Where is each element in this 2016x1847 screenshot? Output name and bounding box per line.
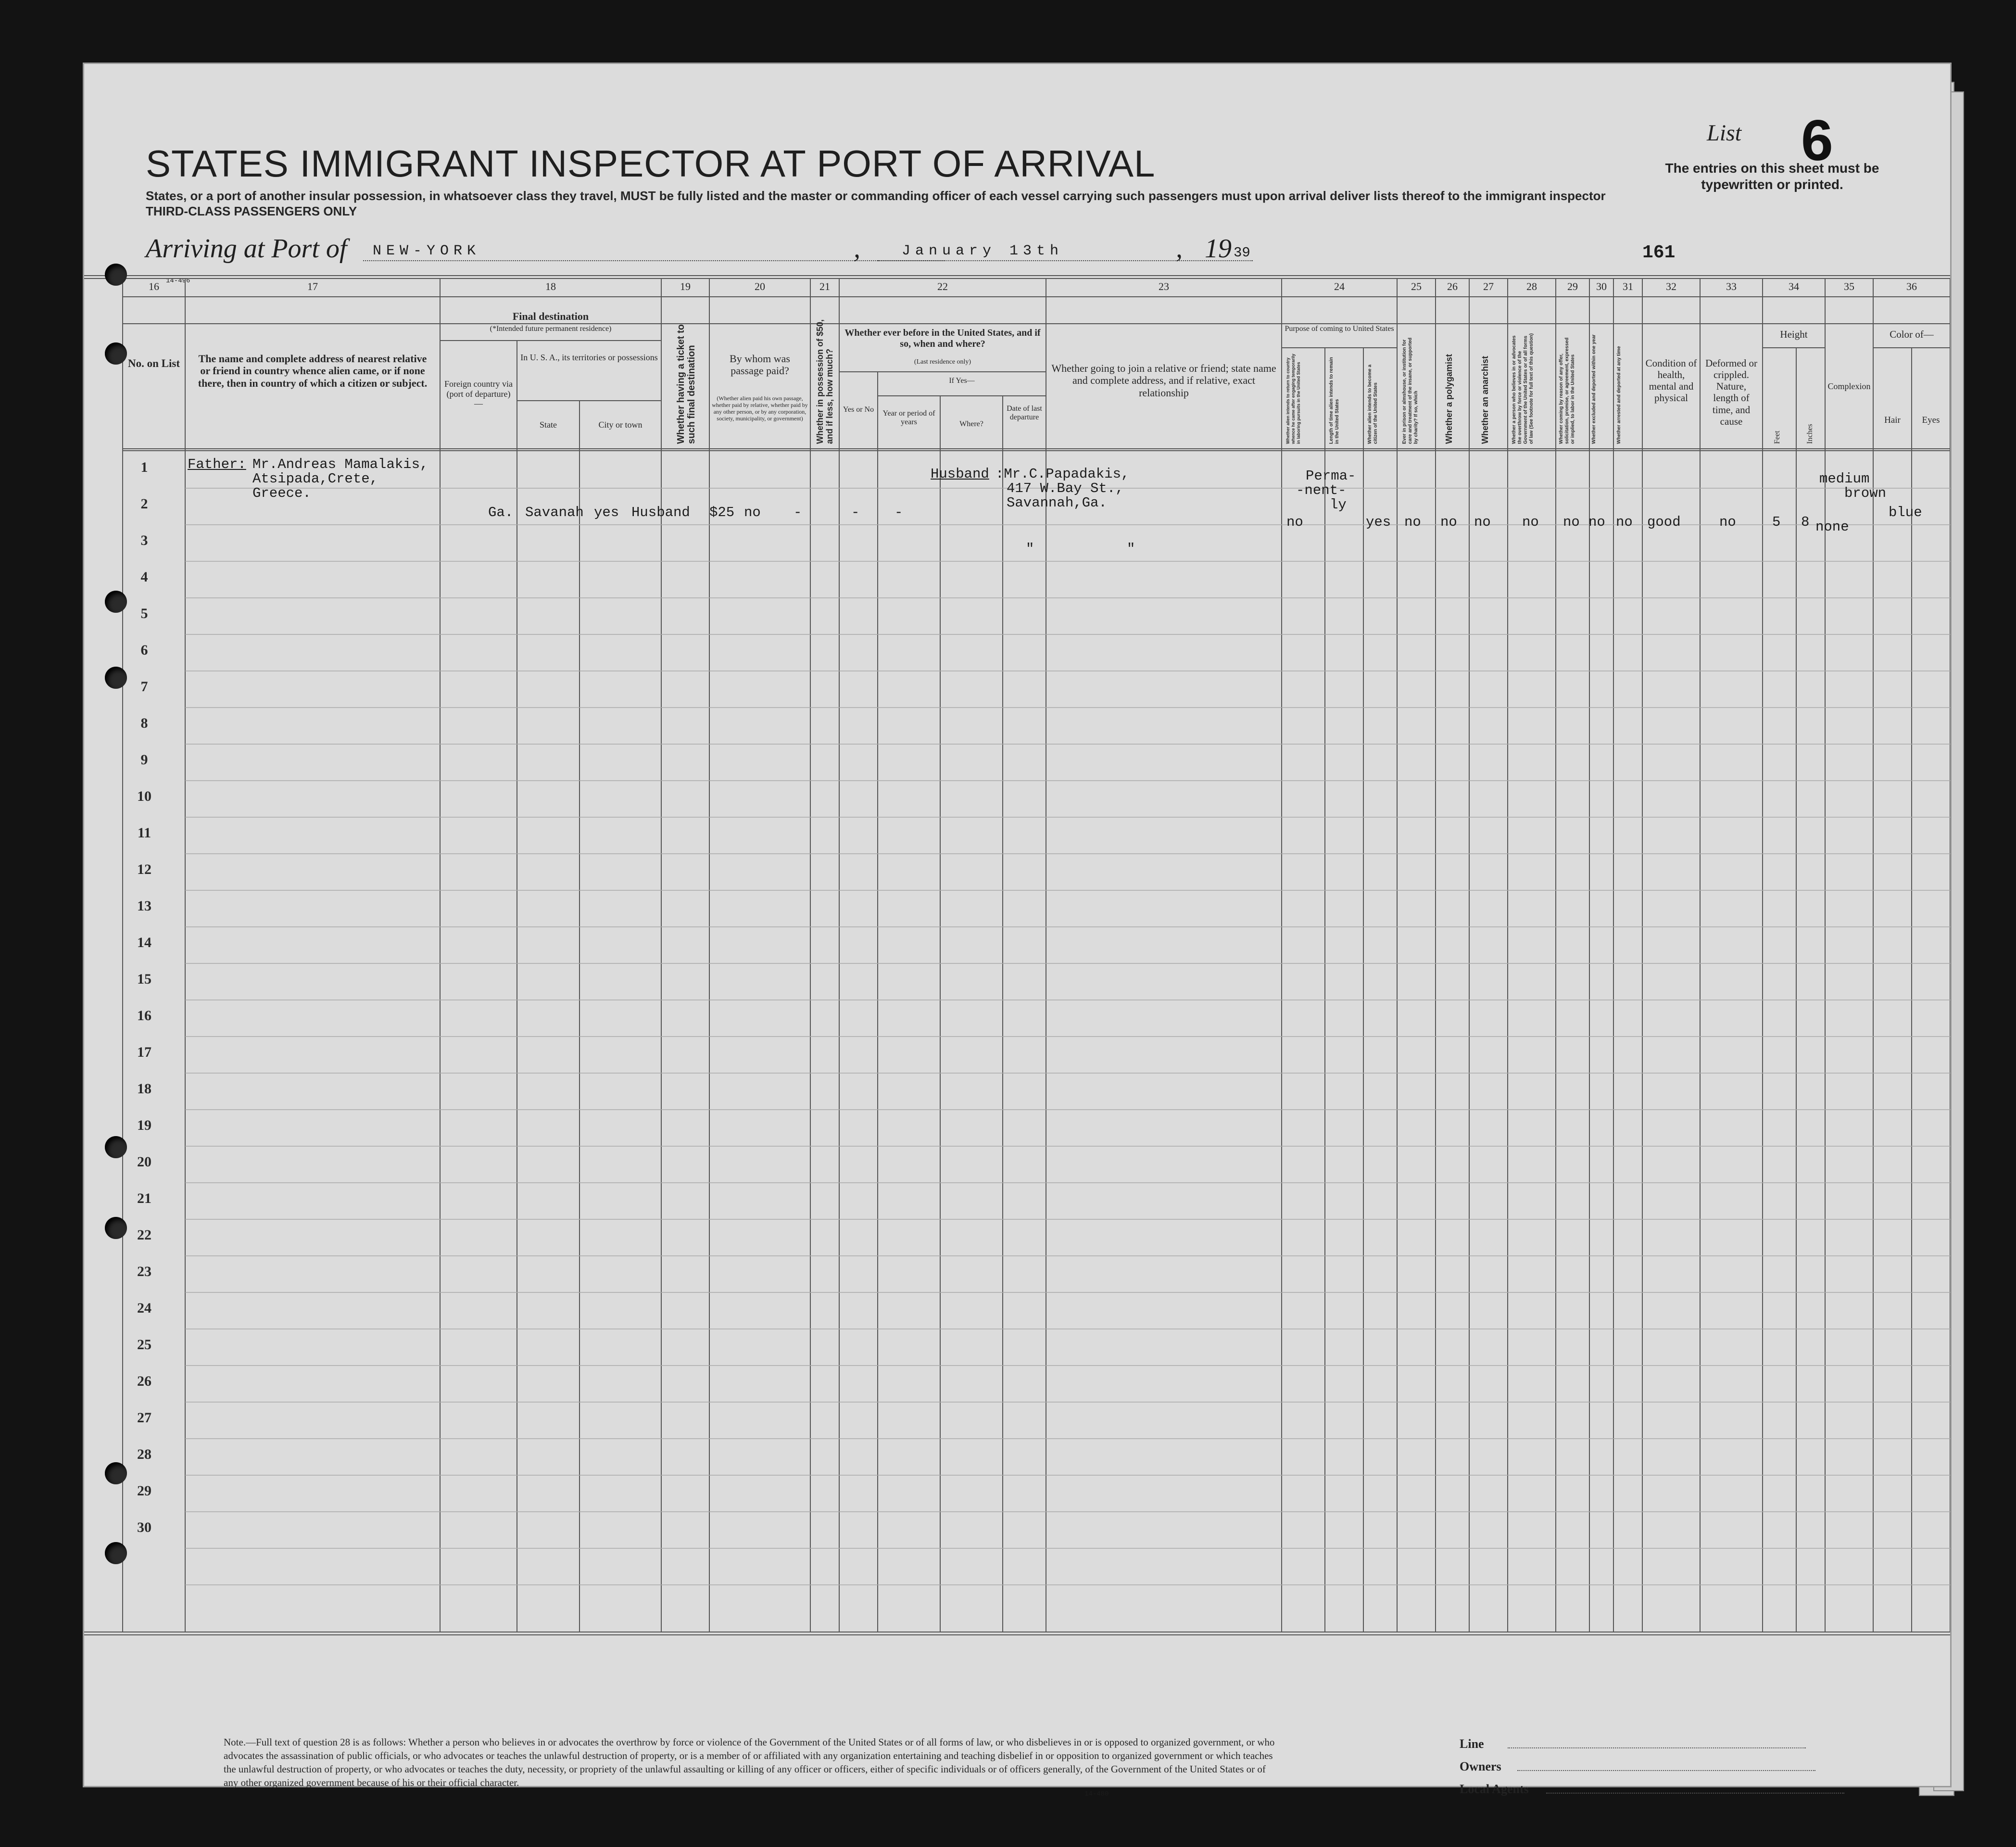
col-num-34: 34 (1789, 280, 1799, 292)
col-29-label: Whether coming by reason of any offer, solicitation, promise, or agreement, expressed or implied, to labor in the United States (1559, 337, 1575, 444)
col-17-label: The name and complete address of nearest relative or friend in country whence alien came, or if none there, then in country of which a citizen or subject. (198, 353, 428, 389)
join-name: :Mr.C.Papadakis, (995, 466, 1130, 482)
row-number: 29 (137, 1483, 151, 1499)
deported-value: no (1616, 514, 1633, 530)
col-19-label: Whether having a ticket to such final destination (676, 324, 697, 444)
length-line2: -nent- (1296, 482, 1347, 498)
row-number: 9 (140, 752, 148, 768)
prison-value: no (1404, 514, 1421, 530)
list-label: List (1707, 120, 1742, 146)
col-18-usa: In U. S. A., its territories or possessions (520, 353, 658, 362)
length-line1: Perma- (1306, 468, 1356, 484)
row-number: 4 (140, 569, 148, 585)
row-number: 5 (140, 606, 148, 621)
col-18-foreign: Foreign country via (port of departure)— (444, 379, 513, 409)
dash-where: - (851, 505, 860, 520)
col-23-label: Whether going to join a relative or friend; state name and complete address, and if relative, exact relationship (1051, 362, 1276, 399)
col-18-city: City or town (598, 420, 643, 430)
col-33-label: Deformed or crippled. Nature, length of time, and cause (1705, 357, 1757, 427)
row-number: 6 (140, 642, 148, 658)
col-num-21: 21 (819, 280, 830, 292)
dest-city: Savanah (525, 505, 584, 520)
col-36-hair: Hair (1884, 415, 1901, 425)
col-36-label: Color of— (1890, 329, 1934, 340)
before-us: no (744, 505, 761, 520)
binding-hole (105, 591, 127, 613)
row-number: 19 (137, 1117, 151, 1133)
row-number: 21 (137, 1190, 151, 1206)
binding-hole (105, 342, 127, 365)
col-num-17: 17 (307, 280, 318, 292)
agents-label: Local Agents (1460, 1782, 1529, 1796)
col-num-25: 25 (1411, 280, 1422, 292)
date-value: January 13th (902, 243, 1064, 259)
row-number: 10 (137, 788, 151, 804)
col-22-ifyes: If Yes— (949, 377, 975, 385)
year-prefix: 19 (1205, 234, 1232, 264)
col-num-22: 22 (937, 280, 948, 292)
row-number: 22 (137, 1227, 151, 1243)
binding-hole (105, 1542, 127, 1564)
footer-code: 14-480 (1084, 1790, 1109, 1798)
row-number: 23 (137, 1264, 151, 1279)
col-num-29: 29 (1567, 280, 1578, 292)
row-number: 3 (140, 532, 148, 548)
col-22-year: Year or period of years (882, 409, 935, 427)
list-note: The entries on this sheet must be typewritten or printed. (1665, 161, 1879, 192)
page-number: 161 (1642, 242, 1676, 263)
money-value: $25 (709, 505, 735, 520)
row-number: 15 (137, 971, 151, 987)
excluded-value: no (1588, 514, 1605, 530)
col-34-feet: Feet (1773, 430, 1781, 444)
eyes-value: blue (1889, 505, 1922, 520)
row-number: 25 (137, 1337, 151, 1353)
footnote: Note.—Full text of question 28 is as follows: Whether a person who believes in or advocates the overthrow by force or violence of the Government of the United States or of all forms of law, or who disbelieves in or is opposed to organized government, or who advocates the assassination of public officials, or who advocates or teaches the unlawful destruction of property, or is a member of or affiliated with any organization entertaining and teaching disbelief in or opposition to organized government or which teaches the unlawful destruction of property, or who advocates or teaches the duty, necessity, or propriety of the unlawful assaulting or killing of any officer or officers, either of specific individuals or of officers generally, of the Government of the United States or of any other organized government because of his or their official character. (224, 1736, 1275, 1788)
col-num-30: 30 (1596, 280, 1607, 292)
length-line3: ly (1330, 497, 1347, 513)
col-num-32: 32 (1666, 280, 1676, 292)
row-number: 14 (137, 935, 151, 950)
col-24-label: Purpose of coming to United States (1285, 325, 1394, 333)
port-value: NEW-YORK (373, 243, 481, 259)
row-number: 16 (137, 1008, 151, 1024)
col-34-inches: Inches (1806, 424, 1814, 444)
col-18-label: Final destination (512, 310, 589, 322)
arriving-label: Arriving at Port of (146, 234, 347, 264)
binding-hole (105, 667, 127, 689)
col-num-33: 33 (1726, 280, 1737, 292)
col-35-label: Complexion (1827, 381, 1871, 391)
row-number: 28 (137, 1446, 151, 1462)
passenger-class: THIRD-CLASS PASSENGERS ONLY (146, 204, 357, 218)
comma-2: , (1176, 234, 1183, 264)
instructions-text: States, or a port of another insular possession, in whatsoever class they travel, MUST be fully listed and the master or commanding officer of each vessel carrying such passengers must upon arrival deliver lists thereof to the immigrant inspector (146, 189, 1606, 203)
complexion-value: medium (1819, 471, 1870, 487)
col-30-label: Whether excluded and deported within one year (1591, 334, 1597, 444)
join-label: Husband (931, 466, 989, 482)
col-num-36: 36 (1906, 280, 1917, 292)
col-24-v1: Whether alien intends to return to country whence he came after engaging temporarily in laboring pursuits in the United States (1285, 354, 1301, 444)
binding-hole (105, 264, 127, 286)
row-number: 30 (137, 1519, 151, 1535)
polygamist-value: no (1440, 514, 1457, 530)
binding-hole (105, 1217, 127, 1239)
binding-hole (105, 1136, 127, 1158)
row-number: 17 (137, 1044, 151, 1060)
col-25-label: Ever in prison or almshouse, or institution for care and treatment of the insane, or supported by charity? If so, which (1402, 337, 1419, 444)
col-22-sub: (Last residence only) (914, 358, 971, 366)
hair-value: brown (1844, 485, 1887, 501)
owners-label: Owners (1460, 1759, 1501, 1773)
height-inches: 8 (1801, 514, 1810, 530)
col-num-20: 20 (755, 280, 765, 292)
binding-hole (105, 1462, 127, 1484)
col-num-26: 26 (1447, 280, 1458, 292)
overthrow-value: no (1522, 514, 1539, 530)
relative-name: Mr.Andreas Mamalakis, (252, 456, 428, 472)
purpose-return: no (1286, 514, 1303, 530)
owners-field (1517, 1770, 1815, 1771)
col-num-19: 19 (680, 280, 691, 292)
dash-date: - (895, 505, 903, 520)
col-num-27: 27 (1483, 280, 1494, 292)
dash-year: - (794, 505, 802, 520)
line-label: Line (1460, 1737, 1484, 1751)
agents-field (1546, 1793, 1844, 1794)
line-field (1508, 1747, 1806, 1748)
col-36-eyes: Eyes (1922, 415, 1940, 425)
col-22-where: Where? (959, 420, 983, 428)
col-22-date: Date of last departure (1007, 405, 1042, 422)
dest-state: Ga. (488, 505, 514, 520)
relative-label: Father: (188, 456, 246, 472)
col-num-23: 23 (1159, 280, 1169, 292)
height-feet: 5 (1772, 514, 1781, 530)
comma-1: , (854, 234, 860, 264)
row-number: 20 (137, 1154, 151, 1170)
anarchist-value: no (1474, 514, 1491, 530)
relative-town: Atsipada,Crete, (252, 471, 378, 487)
row-number: 24 (137, 1300, 151, 1316)
paid-by: Husband (631, 505, 690, 520)
page-title: STATES IMMIGRANT INSPECTOR AT PORT OF ARRIVAL (146, 142, 1156, 185)
citizen-value: yes (1366, 514, 1391, 530)
col-31-label: Whether arrested and deported at any time (1616, 346, 1622, 444)
join-street: 417 W.Bay St., (1007, 481, 1124, 496)
year-suffix: 39 (1234, 245, 1250, 261)
relative-country: Greece. (252, 485, 311, 501)
row-number: 1 (140, 459, 148, 475)
manifest-grid (84, 64, 1950, 1786)
list-number: 6 (1801, 108, 1833, 173)
health-value: good (1647, 514, 1681, 530)
row-number: 11 (137, 825, 151, 841)
join-city: Savannah,Ga. (1007, 495, 1107, 511)
deformed-value: no (1719, 514, 1736, 530)
col-24-v3: Whether alien intends to become a citizen of the United States (1367, 364, 1378, 444)
marks-value: none (1815, 519, 1849, 535)
row-number: 18 (137, 1081, 151, 1097)
col-num-16: 16 (149, 280, 159, 292)
form-code: 14-496 (166, 277, 190, 285)
manifest-sheet (83, 63, 1952, 1798)
row-number: 2 (140, 496, 148, 512)
row-number: 7 (140, 679, 148, 695)
col-18-state: State (540, 420, 557, 430)
row-number: 27 (137, 1410, 151, 1426)
col-22-yesno: Yes or No (843, 405, 874, 414)
col-20-sub: (Whether alien paid his own passage, whether paid by relative, whether paid by any other person, or by any corporation, society, municipality, or government) (712, 395, 808, 422)
col-num-18: 18 (545, 280, 556, 292)
offer-value: no (1563, 514, 1580, 530)
col-18-sub: (*Intended future permanent residence) (490, 325, 612, 333)
col-28-label: Whether a person who believes in or advocates the overthrow by force or violence of the Government of the United States or of all forms of law (See footnote for full text of this question) (1512, 333, 1534, 444)
col-21-label: Whether in possession of $50, and if less, how much? (815, 319, 834, 444)
ticket-value: yes (594, 505, 619, 520)
col-26-label: Whether a polygamist (1444, 354, 1454, 444)
col-16-label: No. on List (128, 357, 180, 369)
col-num-35: 35 (1844, 280, 1854, 292)
ditto-mark: " (1026, 541, 1034, 557)
col-22-label: Whether ever before in the United States, and if so, when and where? (844, 328, 1041, 349)
col-num-28: 28 (1526, 280, 1537, 292)
col-num-24: 24 (1334, 280, 1345, 292)
row-number: 26 (137, 1373, 151, 1389)
col-27-label: Whether an anarchist (1480, 355, 1490, 444)
col-num-31: 31 (1623, 280, 1633, 292)
row-number: 8 (140, 715, 148, 731)
col-24-v2: Length of time alien intends to remain in the United States (1329, 357, 1340, 444)
col-32-label: Condition of health, mental and physical (1645, 357, 1697, 404)
col-34-label: Height (1780, 329, 1808, 340)
row-number: 12 (137, 861, 151, 877)
row-number: 13 (137, 898, 151, 914)
col-20-label: By whom was passage paid? (730, 353, 790, 377)
ditto-mark: " (1127, 541, 1135, 557)
